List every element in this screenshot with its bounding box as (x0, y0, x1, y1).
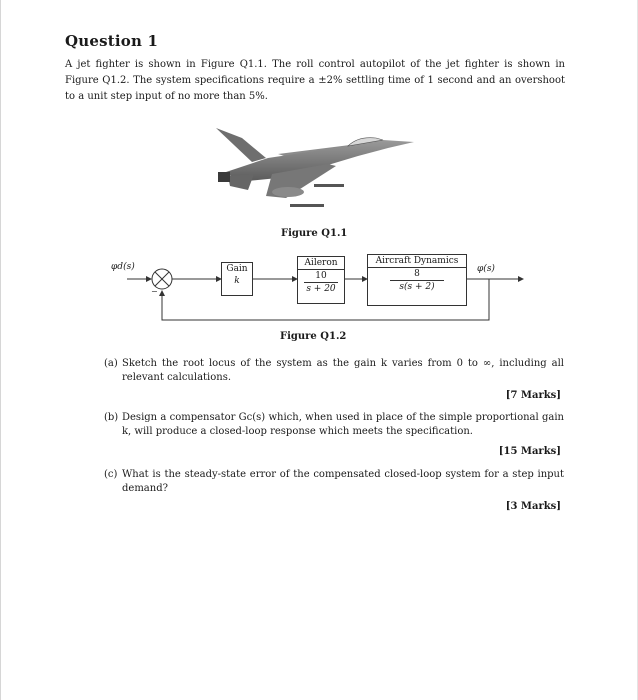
aileron-block-title: Aileron (298, 257, 344, 270)
question-part-b (104, 411, 564, 439)
part-c-text: What is the steady-state error of the compensated closed-loop system for a step input demand? (122, 469, 564, 494)
part-c-label: (c) (104, 469, 118, 480)
feedback-minus-sign: − (151, 287, 158, 296)
aileron-denominator: s + 20 (304, 282, 338, 295)
aircraft-dynamics-block (367, 254, 467, 306)
part-b-label: (b) (104, 412, 119, 423)
figure-q1-2-caption: Figure Q1.2 (280, 331, 347, 342)
question-part-c (104, 468, 564, 496)
jet-fighter-image (208, 124, 418, 220)
part-a-text: Sketch the root locus of the system as the gain k varies from 0 to ∞, including all relevant calculations. (122, 358, 564, 383)
part-b-marks: [15 Marks] (498, 446, 561, 457)
part-b-text: Design a compensator Gc(s) which, when used in place of the simple proportional gain k, will produce a closed-loop response which meets the specification. (122, 412, 564, 437)
jet-nozzle (218, 172, 230, 182)
block-diagram (101, 248, 541, 328)
jet-tail-fin (216, 128, 266, 162)
input-signal-label: φd(s) (111, 262, 135, 272)
part-c-marks: [3 Marks] (505, 501, 561, 512)
gain-block-value: k (234, 276, 240, 286)
jet-stabilizer (228, 174, 254, 190)
jet-missile (290, 204, 324, 207)
part-a-label: (a) (104, 358, 118, 369)
gain-block-title: Gain (226, 264, 248, 274)
aileron-numerator: 10 (315, 271, 327, 281)
question-part-a (104, 357, 564, 385)
question-title: Question 1 (65, 32, 159, 50)
output-signal-label: φ(s) (477, 264, 495, 274)
jet-fuel-tank (272, 187, 304, 197)
gain-block (221, 262, 253, 296)
question-intro: A jet fighter is shown in Figure Q1.1. The roll control autopilot of the jet fighter is shown in Figure Q1.2. The system specifications require a ±2% settling time of 1 second and an overshoot to a unit step input of no more than 5%. (65, 59, 565, 102)
aircraft-dynamics-numerator: 8 (414, 269, 420, 279)
figure-q1-1-caption: Figure Q1.1 (281, 228, 348, 239)
jet-missile (314, 184, 344, 187)
aircraft-dynamics-denominator: s(s + 2) (390, 280, 444, 293)
aileron-block (297, 256, 345, 304)
summing-junction (152, 269, 172, 289)
part-a-marks: [7 Marks] (505, 390, 561, 401)
aircraft-dynamics-title: Aircraft Dynamics (368, 255, 466, 268)
